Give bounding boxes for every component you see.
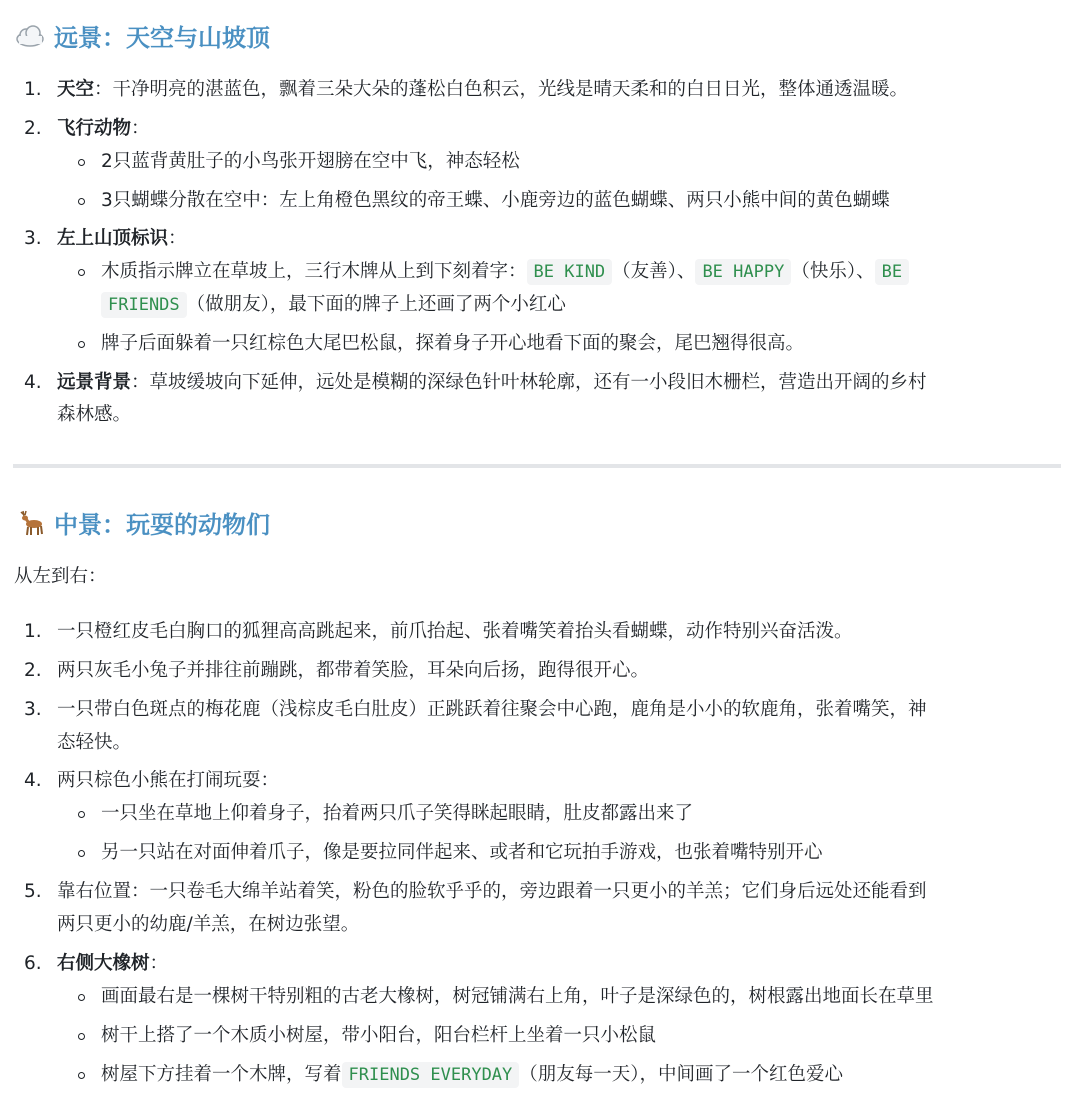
sign-text: （快乐）、 (791, 261, 875, 282)
sub-item-text: 画面最右是一棵树干特别粗的古老大橡树，树冠铺满右上角，叶子是深绿色的，树根露出地面长在草里 (101, 986, 934, 1007)
sign-text: （做朋友），最下面的牌子上还画了两个小红心 (186, 294, 566, 315)
sub-item-text: 2只蓝背黄肚子的小鸟张开翅膀在空中飞，神态轻松 (101, 151, 520, 172)
inline-code: BE KIND (527, 259, 613, 285)
deer-icon (14, 509, 46, 537)
item-text: 一只橙红皮毛白胸口的狐狸高高跳起来，前爪抬起、张着嘴笑着抬头看蝴蝶，动作特别兴奋活泼。 (57, 621, 853, 642)
item-text: 两只灰毛小兔子并排往前蹦跳，都带着笑脸，耳朵向后扬，跑得很开心。 (57, 660, 650, 681)
item-text: 两只更小的幼鹿/羊羔，在树边张望。 (57, 914, 360, 935)
sign-text: 木质指示牌立在草坡上，三行木牌从上到下刻着字： (101, 261, 527, 282)
bullet-icon (78, 811, 85, 818)
item-label: 天空 (57, 79, 95, 100)
list-number: 1. (24, 79, 42, 100)
sub-item-text: 树屋下方挂着一个木牌，写着 (101, 1064, 342, 1085)
bullet-icon (78, 159, 85, 166)
horizontal-divider (13, 464, 1061, 468)
inline-code: BE HAPPY (695, 259, 791, 285)
bullet-icon (78, 341, 85, 348)
bullet-icon (78, 269, 85, 276)
bullet-icon (78, 1072, 85, 1079)
list-number: 2. (24, 118, 42, 139)
item-text: 草坡缓坡向下延伸，远处是模糊的深绿色针叶林轮廓，还有一小段旧木栅栏，营造出开阔的乡村 (149, 372, 927, 393)
item-text: 靠右位置：一只卷毛大绵羊站着笑，粉色的脸软乎乎的，旁边跟着一只更小的羊羔；它们身后远处还能看到 (57, 881, 927, 902)
item-text: 干净明亮的湛蓝色，飘着三朵大朵的蓬松白色积云，光线是晴天柔和的白日日光，整体通透温暖。 (112, 79, 909, 100)
label-separator: ： (94, 79, 113, 100)
item-label: 飞行动物 (57, 118, 132, 139)
sub-item-text: （朋友每一天），中间画了一个红色爱心 (519, 1064, 844, 1085)
label-separator: ： (131, 372, 150, 393)
list-number: 2. (24, 660, 42, 681)
list-number: 6. (24, 953, 42, 974)
sub-item-text: 另一只站在对面伸着爪子，像是要拉同伴起来、或者和它玩拍手游戏，也张着嘴特别开心 (101, 842, 823, 863)
cloud-icon (14, 22, 46, 50)
sub-item-text: 3只蝴蝶分散在空中：左上角橙色黑纹的帝王蝶、小鹿旁边的蓝色蝴蝶、两只小熊中间的黄色蝴蝶 (101, 190, 890, 211)
item-text: 两只棕色小熊在打闹玩耍： (57, 770, 280, 791)
section-heading-middle-view (14, 505, 270, 540)
list-number: 1. (24, 621, 42, 642)
list-number: 5. (24, 881, 42, 902)
label-separator: ： (168, 228, 187, 249)
list-number: 3. (24, 699, 42, 720)
sub-item-text: 一只坐在草地上仰着身子，抬着两只爪子笑得眯起眼睛，肚皮都露出来了 (101, 803, 694, 824)
item-text: 态轻快。 (57, 732, 132, 753)
sub-item-text: 牌子后面躲着一只红棕色大尾巴松鼠，探着身子开心地看下面的聚会，尾巴翘得很高。 (101, 333, 805, 354)
list-number: 4. (24, 372, 42, 393)
sign-text: （友善）、 (612, 261, 696, 282)
item-label: 右侧大橡树 (57, 953, 150, 974)
list-number: 3. (24, 228, 42, 249)
section-title: 远景：天空与山坡顶 (54, 24, 270, 52)
bullet-icon (78, 198, 85, 205)
bullet-icon (78, 994, 85, 1001)
sub-item-text: 树干上搭了一个木质小树屋，带小阳台，阳台栏杆上坐着一只小松鼠 (101, 1025, 657, 1046)
intro-text: 从左到右： (14, 566, 107, 587)
item-label: 左上山顶标识 (57, 228, 169, 249)
item-text: 森林感。 (57, 404, 132, 425)
item-label: 远景背景 (57, 372, 132, 393)
section-heading-far-view (14, 18, 270, 53)
list-number: 4. (24, 770, 42, 791)
inline-code: FRIENDS EVERYDAY (342, 1062, 520, 1088)
bullet-icon (78, 850, 85, 857)
section-title: 中景：玩耍的动物们 (54, 511, 270, 539)
bullet-icon (78, 1033, 85, 1040)
inline-code: BE (875, 259, 909, 285)
label-separator: ： (149, 953, 169, 974)
label-separator: ： (131, 118, 150, 139)
item-text: 一只带白色斑点的梅花鹿（浅棕皮毛白肚皮）正跳跃着往聚会中心跑，鹿角是小小的软鹿角，张着嘴笑，神 (57, 699, 927, 720)
inline-code: FRIENDS (101, 292, 187, 318)
